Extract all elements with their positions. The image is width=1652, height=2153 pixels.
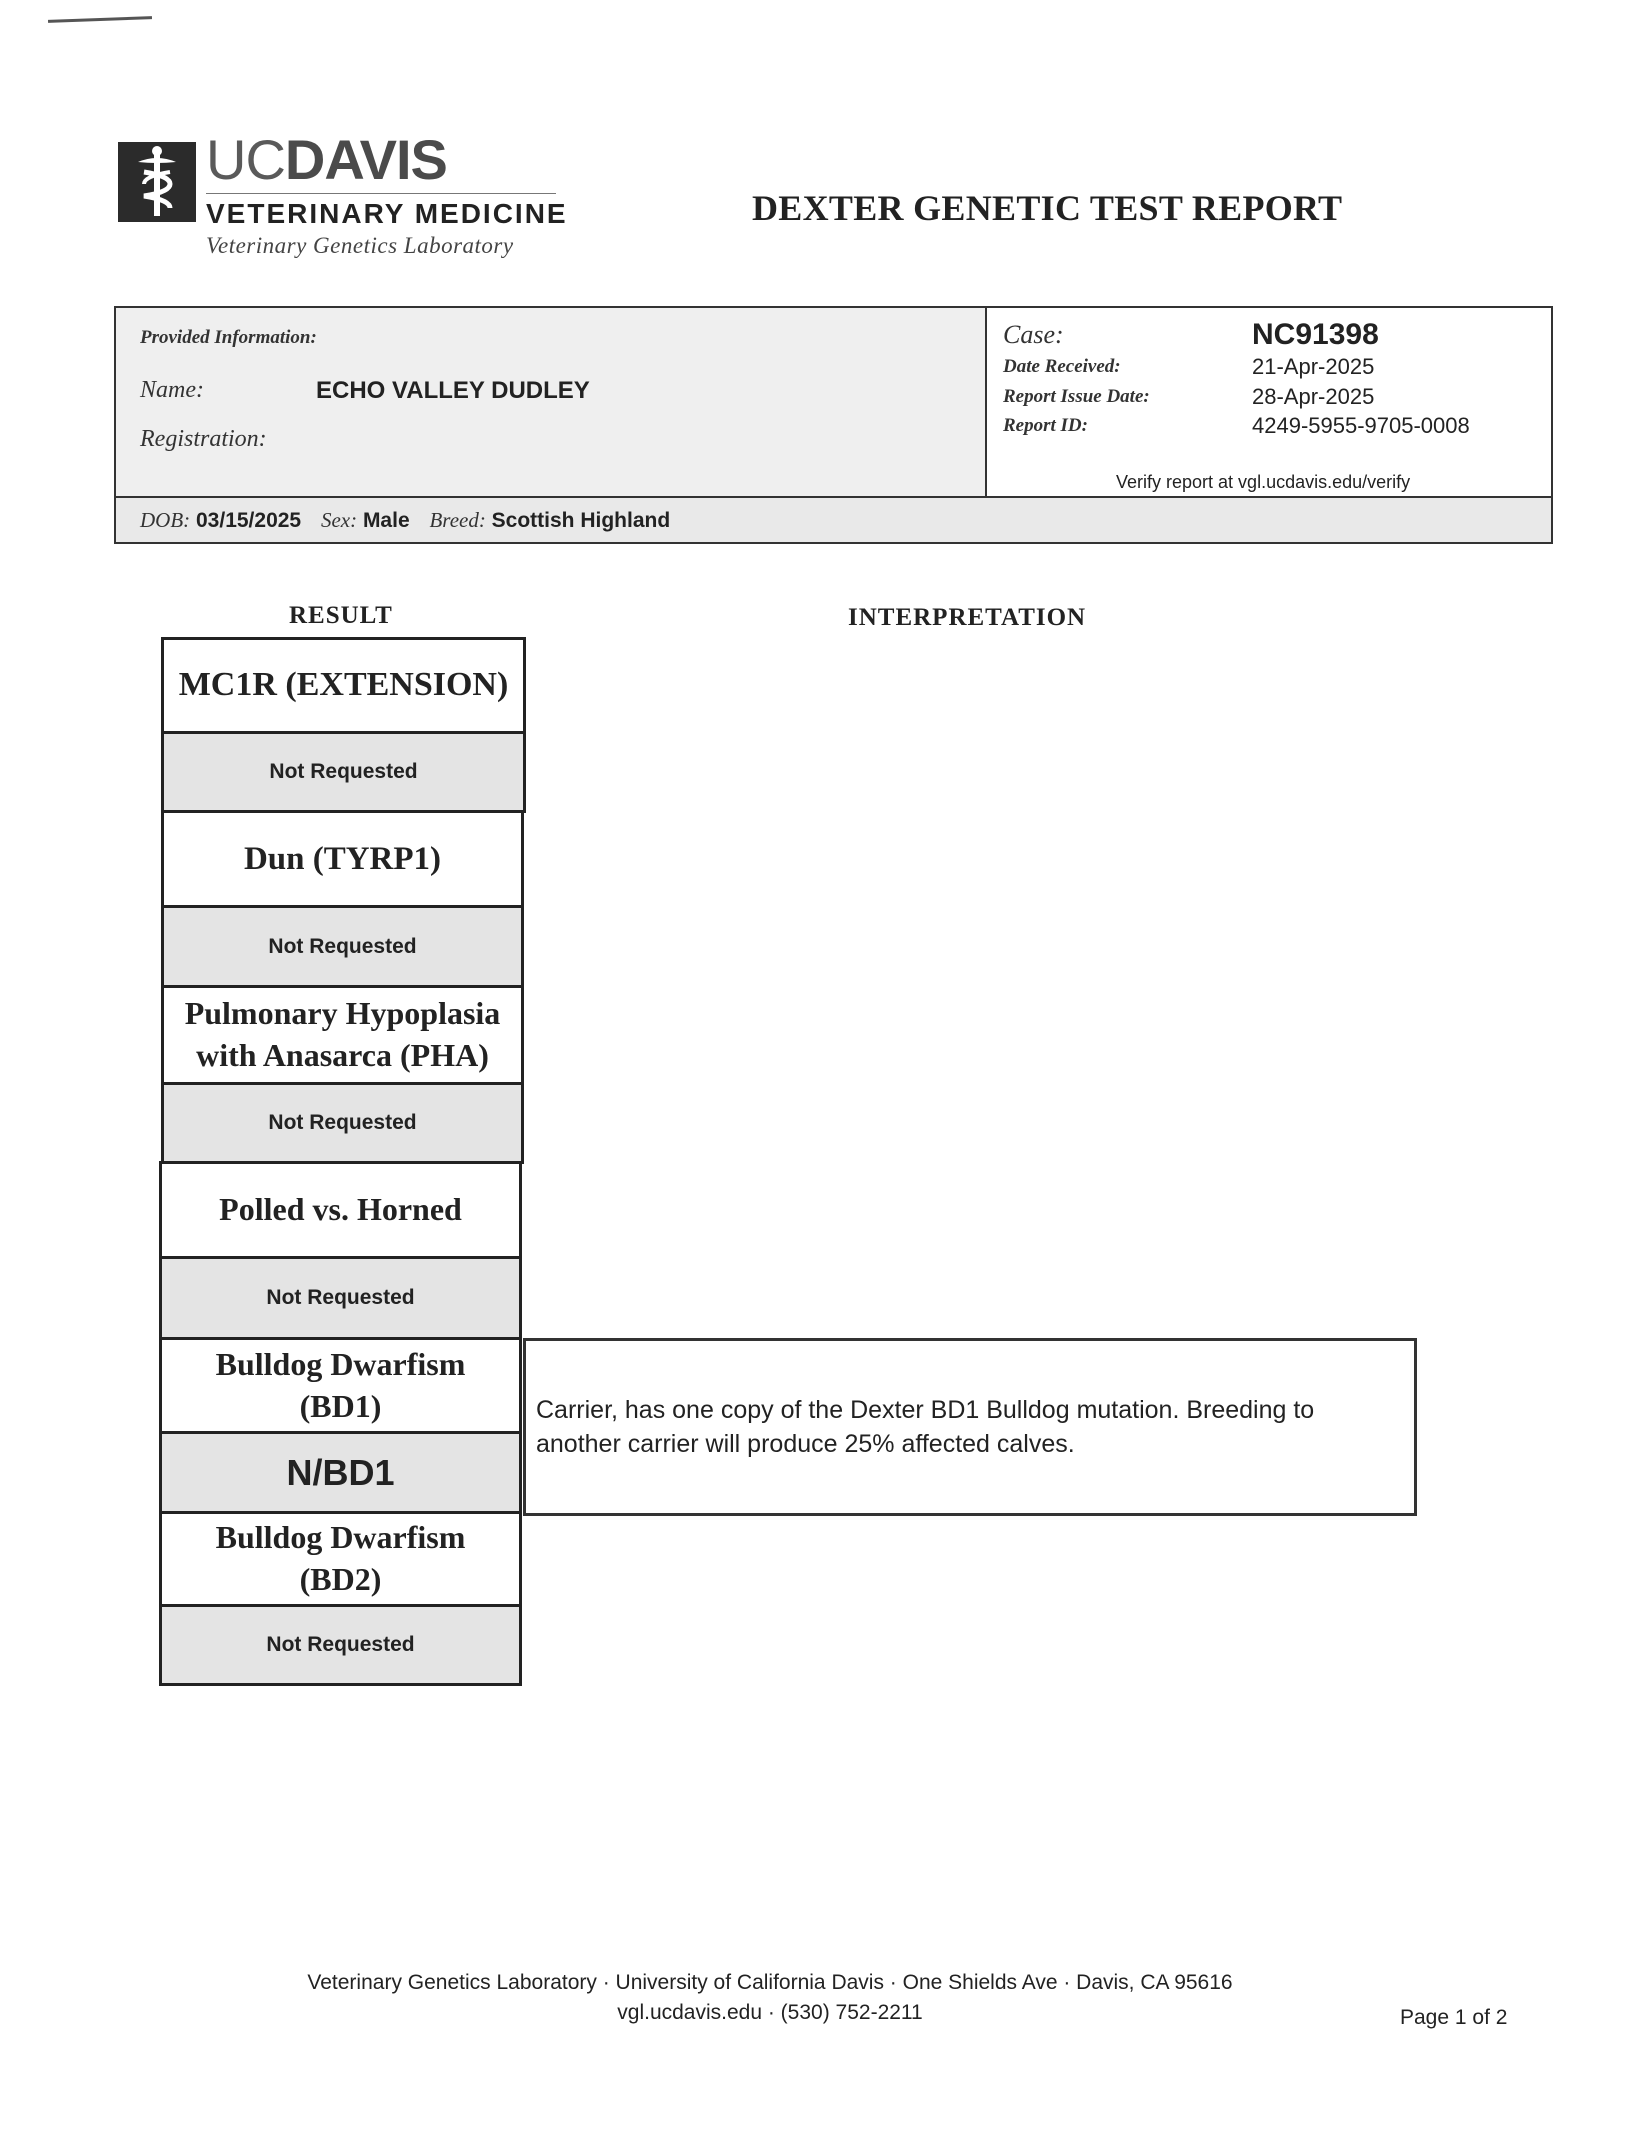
case-number: NC91398 xyxy=(1252,318,1379,351)
logo-lab-name: Veterinary Genetics Laboratory xyxy=(206,233,514,258)
footer-address: Veterinary Genetics Laboratory · University of California Davis · One Shields Ave · Davis, CA 95616 xyxy=(307,1971,1233,1994)
date-received-label: Date Received: xyxy=(1003,356,1121,377)
result-value: Not Requested xyxy=(269,760,418,783)
date-received-value: 21-Apr-2025 xyxy=(1252,354,1375,379)
test-name-line2: (BD1) xyxy=(299,1387,382,1424)
result-bd1 xyxy=(159,1431,522,1514)
test-name-line2: (BD2) xyxy=(299,1561,382,1597)
interpretation-heading: INTERPRETATION xyxy=(848,604,1087,631)
animal-name: ECHO VALLEY DUDLEY xyxy=(316,377,590,404)
test-name-polled xyxy=(159,1161,522,1259)
logo-divider xyxy=(206,193,556,194)
logo-ucdavis-wordmark: UCDAVIS xyxy=(206,128,447,191)
result-value: Not Requested xyxy=(266,1286,415,1309)
breed-value: Scottish Highland xyxy=(491,509,671,532)
test-name-line1: Pulmonary Hypoplasia xyxy=(184,995,501,1032)
breed-label: Breed: xyxy=(429,508,486,532)
test-name-line2: with Anasarca (PHA) xyxy=(196,1037,489,1073)
test-name-line1: Bulldog Dwarfism xyxy=(215,1519,466,1556)
name-label: Name: xyxy=(140,377,204,403)
dob-label: DOB: xyxy=(140,508,191,532)
test-name-dun xyxy=(161,810,524,908)
result-mc1r xyxy=(161,731,526,813)
result-value: Not Requested xyxy=(268,1111,417,1134)
logo-school-name: VETERINARY MEDICINE xyxy=(206,198,568,229)
test-name-bd1 xyxy=(159,1337,522,1434)
animal-details-line xyxy=(140,508,684,533)
info-divider xyxy=(985,308,987,498)
result-dun xyxy=(161,905,524,988)
dob-value: 03/15/2025 xyxy=(196,509,302,532)
page-number: Page 1 of 2 xyxy=(1400,2006,1508,2029)
test-name-pha xyxy=(161,985,524,1085)
test-name-bd2 xyxy=(159,1511,522,1607)
issue-date-label: Report Issue Date: xyxy=(1003,386,1150,407)
registration-label: Registration: xyxy=(140,426,267,452)
test-name-text: Dun (TYRP1) xyxy=(243,840,442,877)
test-name-line1: Bulldog Dwarfism xyxy=(215,1345,466,1382)
result-value: N/BD1 xyxy=(286,1451,395,1493)
result-value: Not Requested xyxy=(266,1633,415,1656)
result-value: Not Requested xyxy=(268,934,417,958)
info-divider-horizontal xyxy=(116,496,1552,498)
verify-link[interactable]: Verify report at vgl.ucdavis.edu/verify xyxy=(1116,472,1411,492)
footer-contact: vgl.ucdavis.edu · (530) 752-2211 xyxy=(617,2001,923,2024)
result-pha xyxy=(161,1082,524,1164)
report-title: DEXTER GENETIC TEST REPORT xyxy=(752,188,1343,228)
interpretation-text-bd1: Carrier, has one copy of the Dexter BD1 Bulldog mutation. Breeding to another carrier will produce 25% affected calves. xyxy=(536,1396,1315,1458)
case-label: Case: xyxy=(1003,320,1064,349)
result-heading: RESULT xyxy=(289,602,393,629)
provided-info-label: Provided Information: xyxy=(140,327,317,348)
report-id-value: 4249-5955-9705-0008 xyxy=(1252,413,1470,438)
report-id-label: Report ID: xyxy=(1003,415,1088,436)
scan-artifact-line xyxy=(48,16,152,23)
result-bd2 xyxy=(159,1604,522,1686)
sex-value: Male xyxy=(362,509,410,532)
result-polled xyxy=(159,1256,522,1340)
test-name-mc1r xyxy=(161,637,526,734)
test-name-text: Polled vs. Horned xyxy=(219,1191,462,1228)
test-name-text: MC1R (EXTENSION) xyxy=(178,666,509,704)
caduceus-logo-icon xyxy=(118,142,196,222)
sex-label: Sex: xyxy=(320,508,358,532)
issue-date-value: 28-Apr-2025 xyxy=(1252,384,1375,409)
